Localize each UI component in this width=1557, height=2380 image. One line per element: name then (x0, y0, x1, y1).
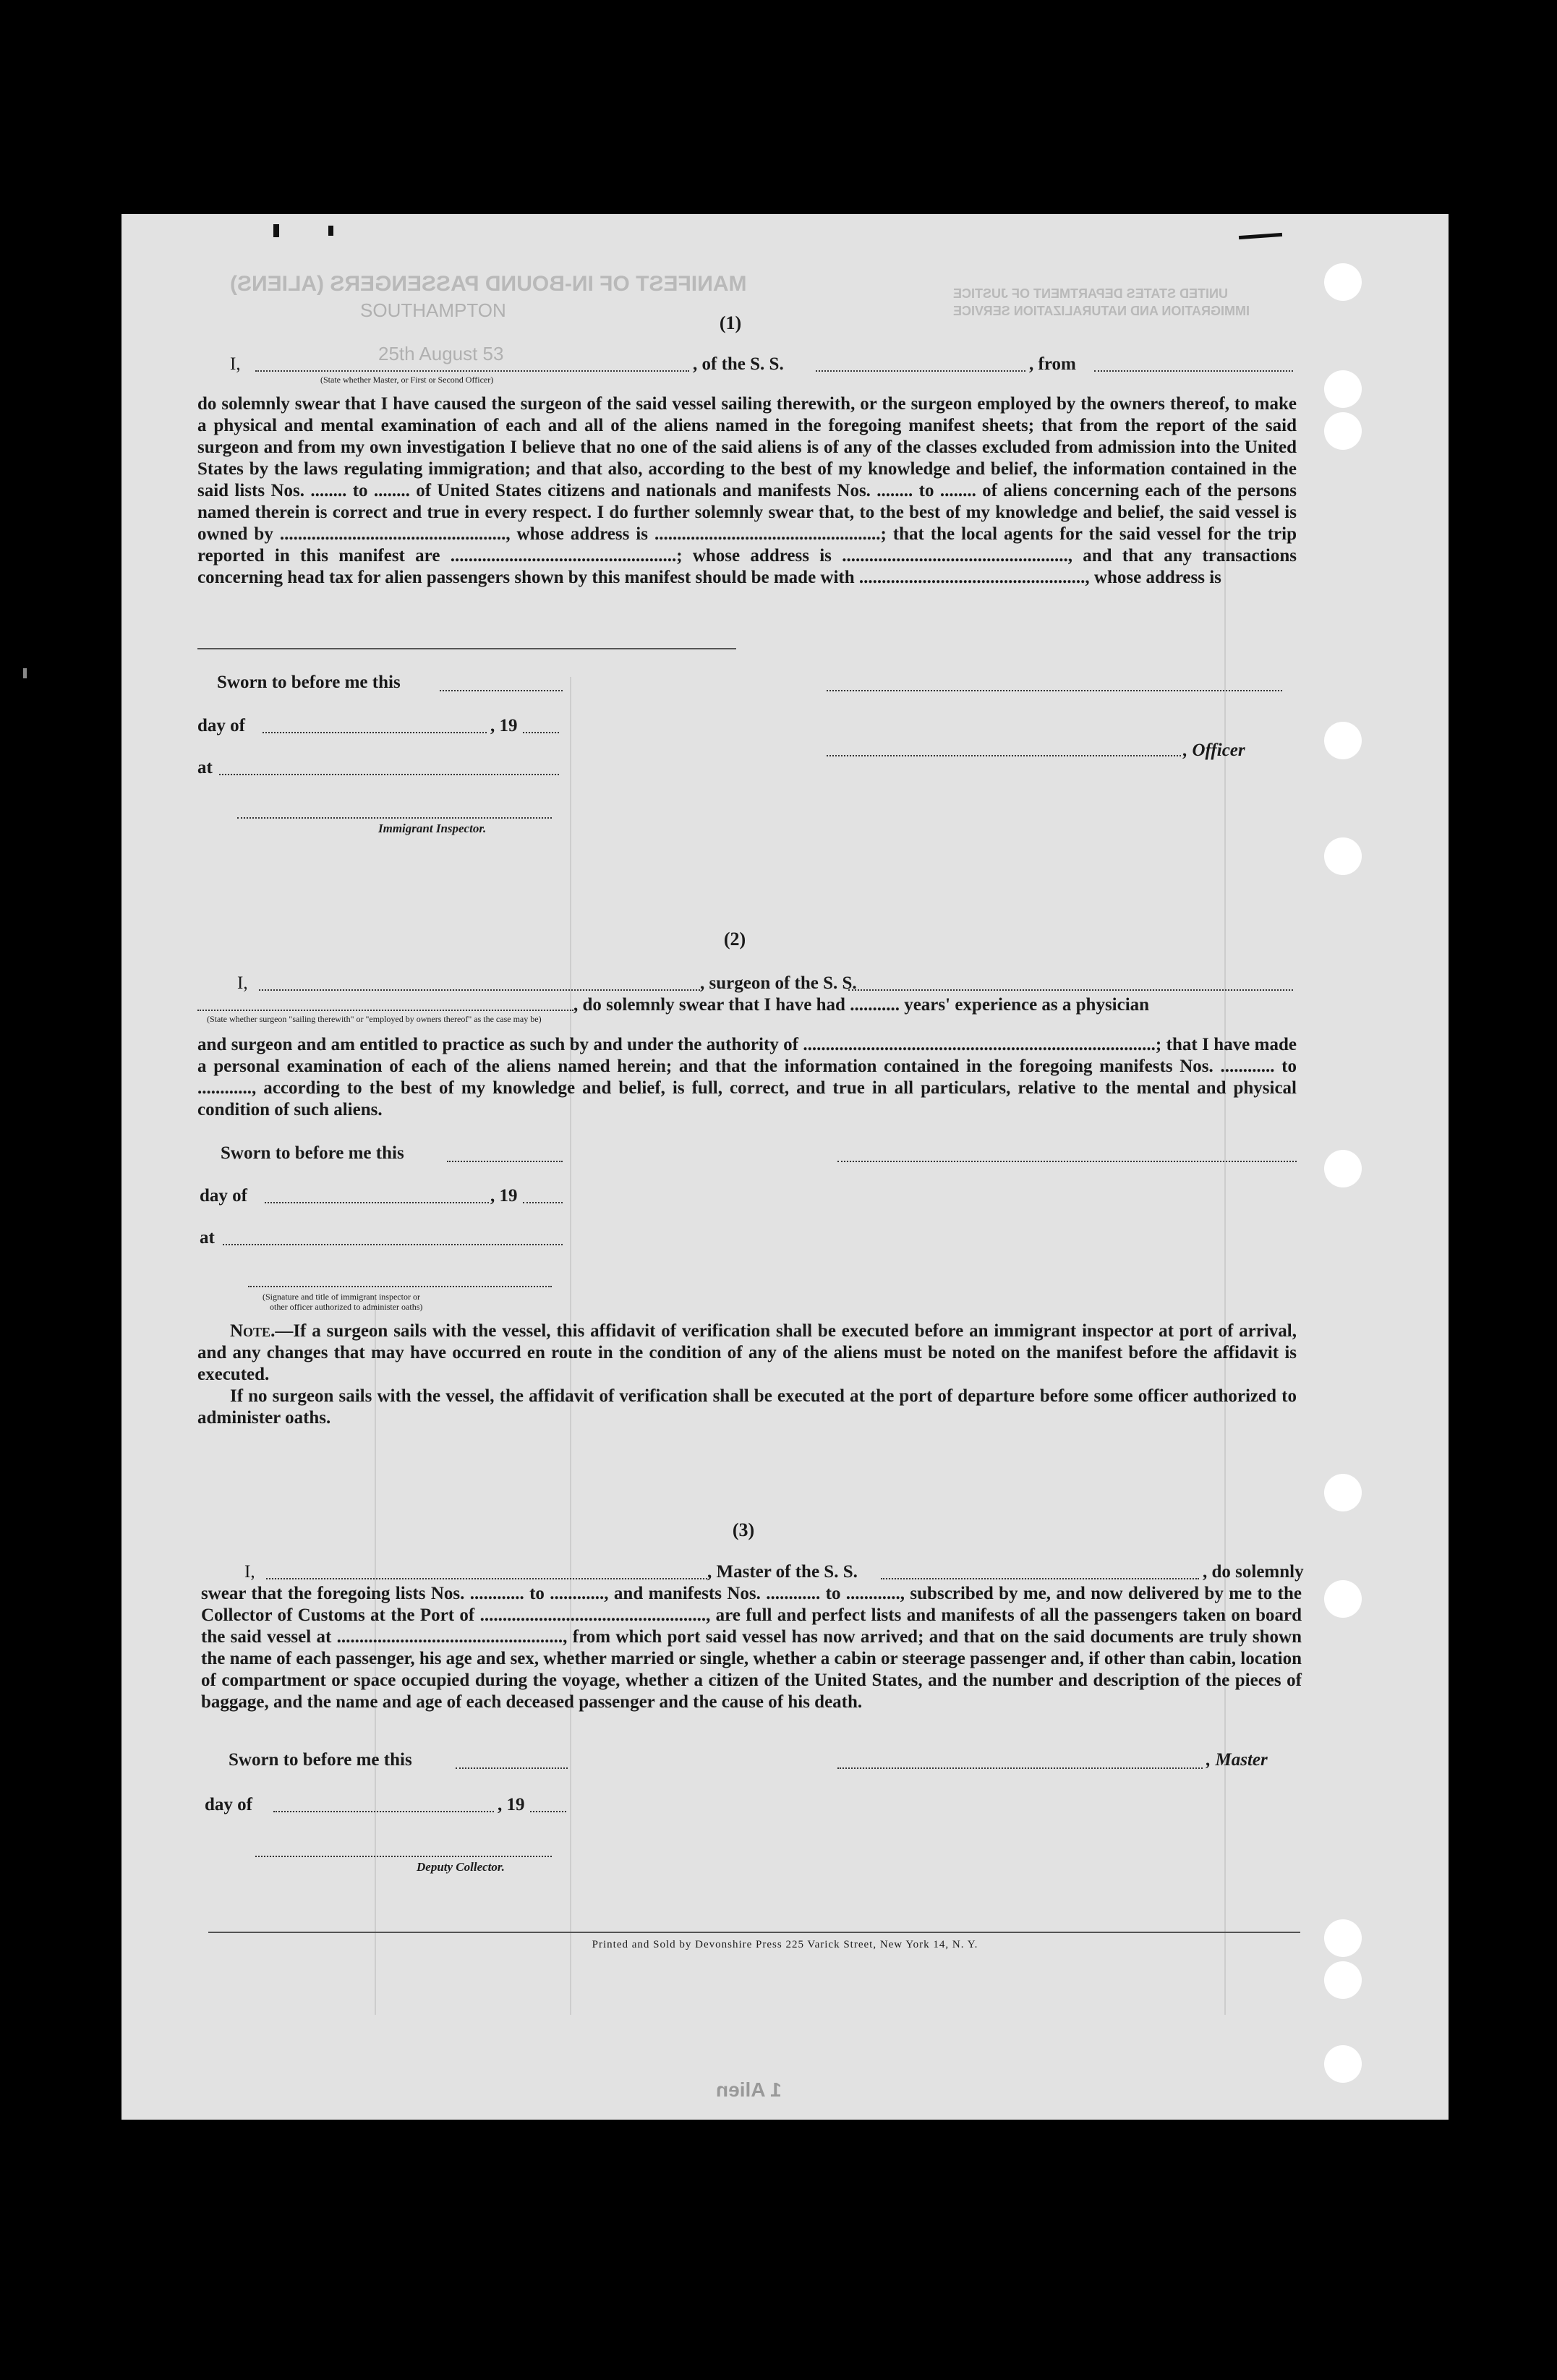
deputy-collector-label: Deputy Collector. (417, 1860, 505, 1874)
binder-hole (1324, 1580, 1362, 1618)
master-label: , Master (1206, 1750, 1268, 1770)
section-1-number: (1) (719, 312, 742, 333)
bleed-through-title: MANIFEST OF IN-BOUND PASSENGERS (ALIENS) (230, 272, 747, 296)
top-ink-mark (328, 226, 333, 236)
section-3-do-solemnly: , do solemnly (1203, 1562, 1304, 1582)
binder-hole (1324, 1150, 1362, 1187)
section-2-note-2: If no surgeon sails with the vessel, the affidavit of verification shall be executed at the port of departure before some officer authorized to administer oaths. (197, 1386, 1297, 1428)
footer-rule (208, 1932, 1300, 1933)
section-3-day-of: day of (205, 1795, 252, 1814)
section-1-oath-start: I, (230, 354, 241, 374)
section-2-sworn: Sworn to before me this (221, 1143, 404, 1163)
printer-footer: Printed and Sold by Devonshire Press 225 Varick Street, New York 14, N. Y. (592, 1939, 978, 1950)
section-2-oath-start: I, (237, 973, 248, 993)
master-signature-field[interactable] (837, 1767, 1203, 1769)
collector-signature-field[interactable] (255, 1856, 552, 1857)
bleed-through-bottom-note: 1 Alien (716, 2078, 782, 2101)
binder-hole (1324, 1919, 1362, 1957)
binder-hole (1324, 412, 1362, 450)
section-3-body: swear that the foregoing lists Nos. ............ to ............, and manifests Nos. ............ to ............, subscribed by me, and now delivered by me to the Collector of Customs at the Port of .................................................., are full and perfect lists and manifests of all the passengers taken on board the said vessel at .................................................., from which port said vessel has now arrived; and that on the said documents are truly shown the name of each passenger, his age and sex, whether married or single, whether a cabin or steerage passenger and, if other than cabin, location of compartment or space occupied during the voyage, whether a citizen of the United States, and the number and description of the pieces of baggage, and the name and age of each deceased passenger and the cause of his death. (201, 1584, 1302, 1712)
section-1-sworn-field[interactable] (440, 690, 563, 691)
officer-signature-field[interactable] (827, 690, 1282, 691)
left-edge-mark (23, 668, 27, 678)
note-label: Note. (230, 1321, 276, 1341)
vessel-name-field[interactable] (816, 370, 1025, 372)
master-note: (State whether Master, or First or Second Officer) (320, 375, 494, 385)
signature-note-1: (Signature and title of immigrant inspector or (263, 1292, 420, 1302)
section-3-year: , 19 (498, 1795, 525, 1814)
section-3-oath-start: I, (244, 1562, 255, 1582)
section-1-year-field[interactable] (523, 732, 559, 733)
section-3-number: (3) (732, 1519, 755, 1540)
binder-hole (1324, 370, 1362, 408)
section-2-day-field[interactable] (265, 1202, 489, 1203)
section-2-number: (2) (723, 929, 746, 950)
section-2-year-field[interactable] (523, 1202, 563, 1203)
departure-port-field[interactable] (1094, 370, 1293, 372)
top-ink-mark (1239, 233, 1282, 239)
bleed-column-line (1224, 503, 1226, 2015)
section-1-from: , from (1029, 354, 1076, 374)
bleed-through-dept: UNITED STATES DEPARTMENT OF JUSTICE (953, 286, 1229, 301)
section-2-sworn-field[interactable] (447, 1161, 563, 1162)
section-2-note (197, 1321, 1297, 1386)
section-1-day-of: day of (197, 716, 245, 735)
binder-hole (1324, 837, 1362, 875)
binder-hole (1324, 263, 1362, 301)
master-name-field[interactable] (255, 370, 689, 372)
section-3-sworn-field[interactable] (456, 1767, 568, 1769)
section-3-master-of: , Master of the S. S. (707, 1562, 858, 1582)
section-1-sworn: Sworn to before me this (217, 673, 401, 692)
signature-note-2: other officer authorized to administer oaths) (270, 1302, 423, 1312)
section-2-inspector-field[interactable] (248, 1286, 552, 1287)
section-3-vessel-field[interactable] (881, 1578, 1199, 1579)
section-2-body: and surgeon and am entitled to practice as such by and under the authority of ..............................................................................; that I have made a personal examination of each of the aliens named herein; and that the information contained in the foregoing manifests Nos. ............ to ............, according to the best of my knowledge and belief, is full, correct, and true in all particulars, relative to the mental and physical condition of such aliens. (197, 1035, 1297, 1119)
section-2-year: , 19 (490, 1186, 518, 1206)
section-3-day-field[interactable] (273, 1811, 494, 1812)
section-2-at-field[interactable] (223, 1244, 563, 1245)
bleed-through-service: IMMIGRATION AND NATURALIZATION SERVICE (953, 304, 1250, 318)
section-2-day-of: day of (200, 1186, 247, 1206)
surgeon-signature-field[interactable] (837, 1161, 1297, 1162)
section-1-day-field[interactable] (263, 732, 487, 733)
section-3-year-field[interactable] (530, 1811, 566, 1812)
section-2-swear-line: , do solemnly swear that I have had ........... years' experience as a physician (573, 995, 1150, 1015)
handwritten-vessel: SOUTHAMPTON (360, 299, 506, 321)
top-ink-mark (273, 224, 279, 237)
officer-label: , Officer (1183, 741, 1245, 760)
section-1-at-field[interactable] (219, 774, 559, 775)
section-2-surgeon-of: , surgeon of the S. S. (700, 973, 857, 993)
surgeon-name-field[interactable] (259, 989, 700, 991)
section-1-year: , 19 (490, 716, 518, 735)
binder-hole (1324, 722, 1362, 759)
manifest-sheet (121, 214, 1449, 2120)
section-1-at: at (197, 758, 213, 777)
section-2-at: at (200, 1228, 215, 1247)
section-1-separator (197, 648, 736, 649)
section-2-vessel-field[interactable] (848, 989, 1293, 991)
binder-hole (1324, 1961, 1362, 1999)
binder-hole (1324, 2045, 1362, 2083)
section-1-of-ss: , of the S. S. (693, 354, 784, 374)
surgeon-note: (State whether surgeon "sailing therewith" or "employed by owners thereof" as the case may be) (207, 1014, 542, 1024)
section-3-master-field[interactable] (266, 1578, 707, 1579)
handwritten-date: 25th August 53 (378, 343, 504, 364)
section-1-body: do solemnly swear that I have caused the surgeon of the said vessel sailing therewith, or the surgeon employed by the owners thereof, to make a physical and mental examination of each and all of the aliens named in the foregoing manifest sheets; that from the report of the said surgeon and from my own investigation I believe that no one of the said aliens is of any of the classes excluded from admission into the United States by the laws regulating immigration; and that also, according to the best of my knowledge and belief, the information contained in the said lists Nos. ........ to ........ of United States citizens and nationals and manifests Nos. ........ to ........ of aliens concerning each of the persons named therein is correct and true in every respect. I do further solemnly swear that, to the best of my knowledge and belief, the said vessel is owned by .................................................., whose address is ..................................................; that the local agents for the said vessel for the trip reported in this manifest are ..................................................; whose address is .................................................., and that any transactions concerning head tax for alien passengers shown by this manifest should be made with .................................................., whose address is (197, 394, 1297, 587)
inspector-signature-field[interactable] (237, 817, 552, 819)
immigrant-inspector-label: Immigrant Inspector. (378, 822, 487, 835)
surgeon-status-field[interactable] (197, 1010, 573, 1011)
note-text: —If a surgeon sails with the vessel, this affidavit of verification shall be executed before an immigrant inspector at port of arrival, and any changes that may have occurred en route in the condition of any of the aliens must be noted on the manifest before the affidavit is executed. (197, 1321, 1297, 1384)
officer-line-field[interactable] (827, 755, 1181, 756)
section-3-sworn: Sworn to before me this (229, 1750, 412, 1770)
binder-hole (1324, 1474, 1362, 1511)
